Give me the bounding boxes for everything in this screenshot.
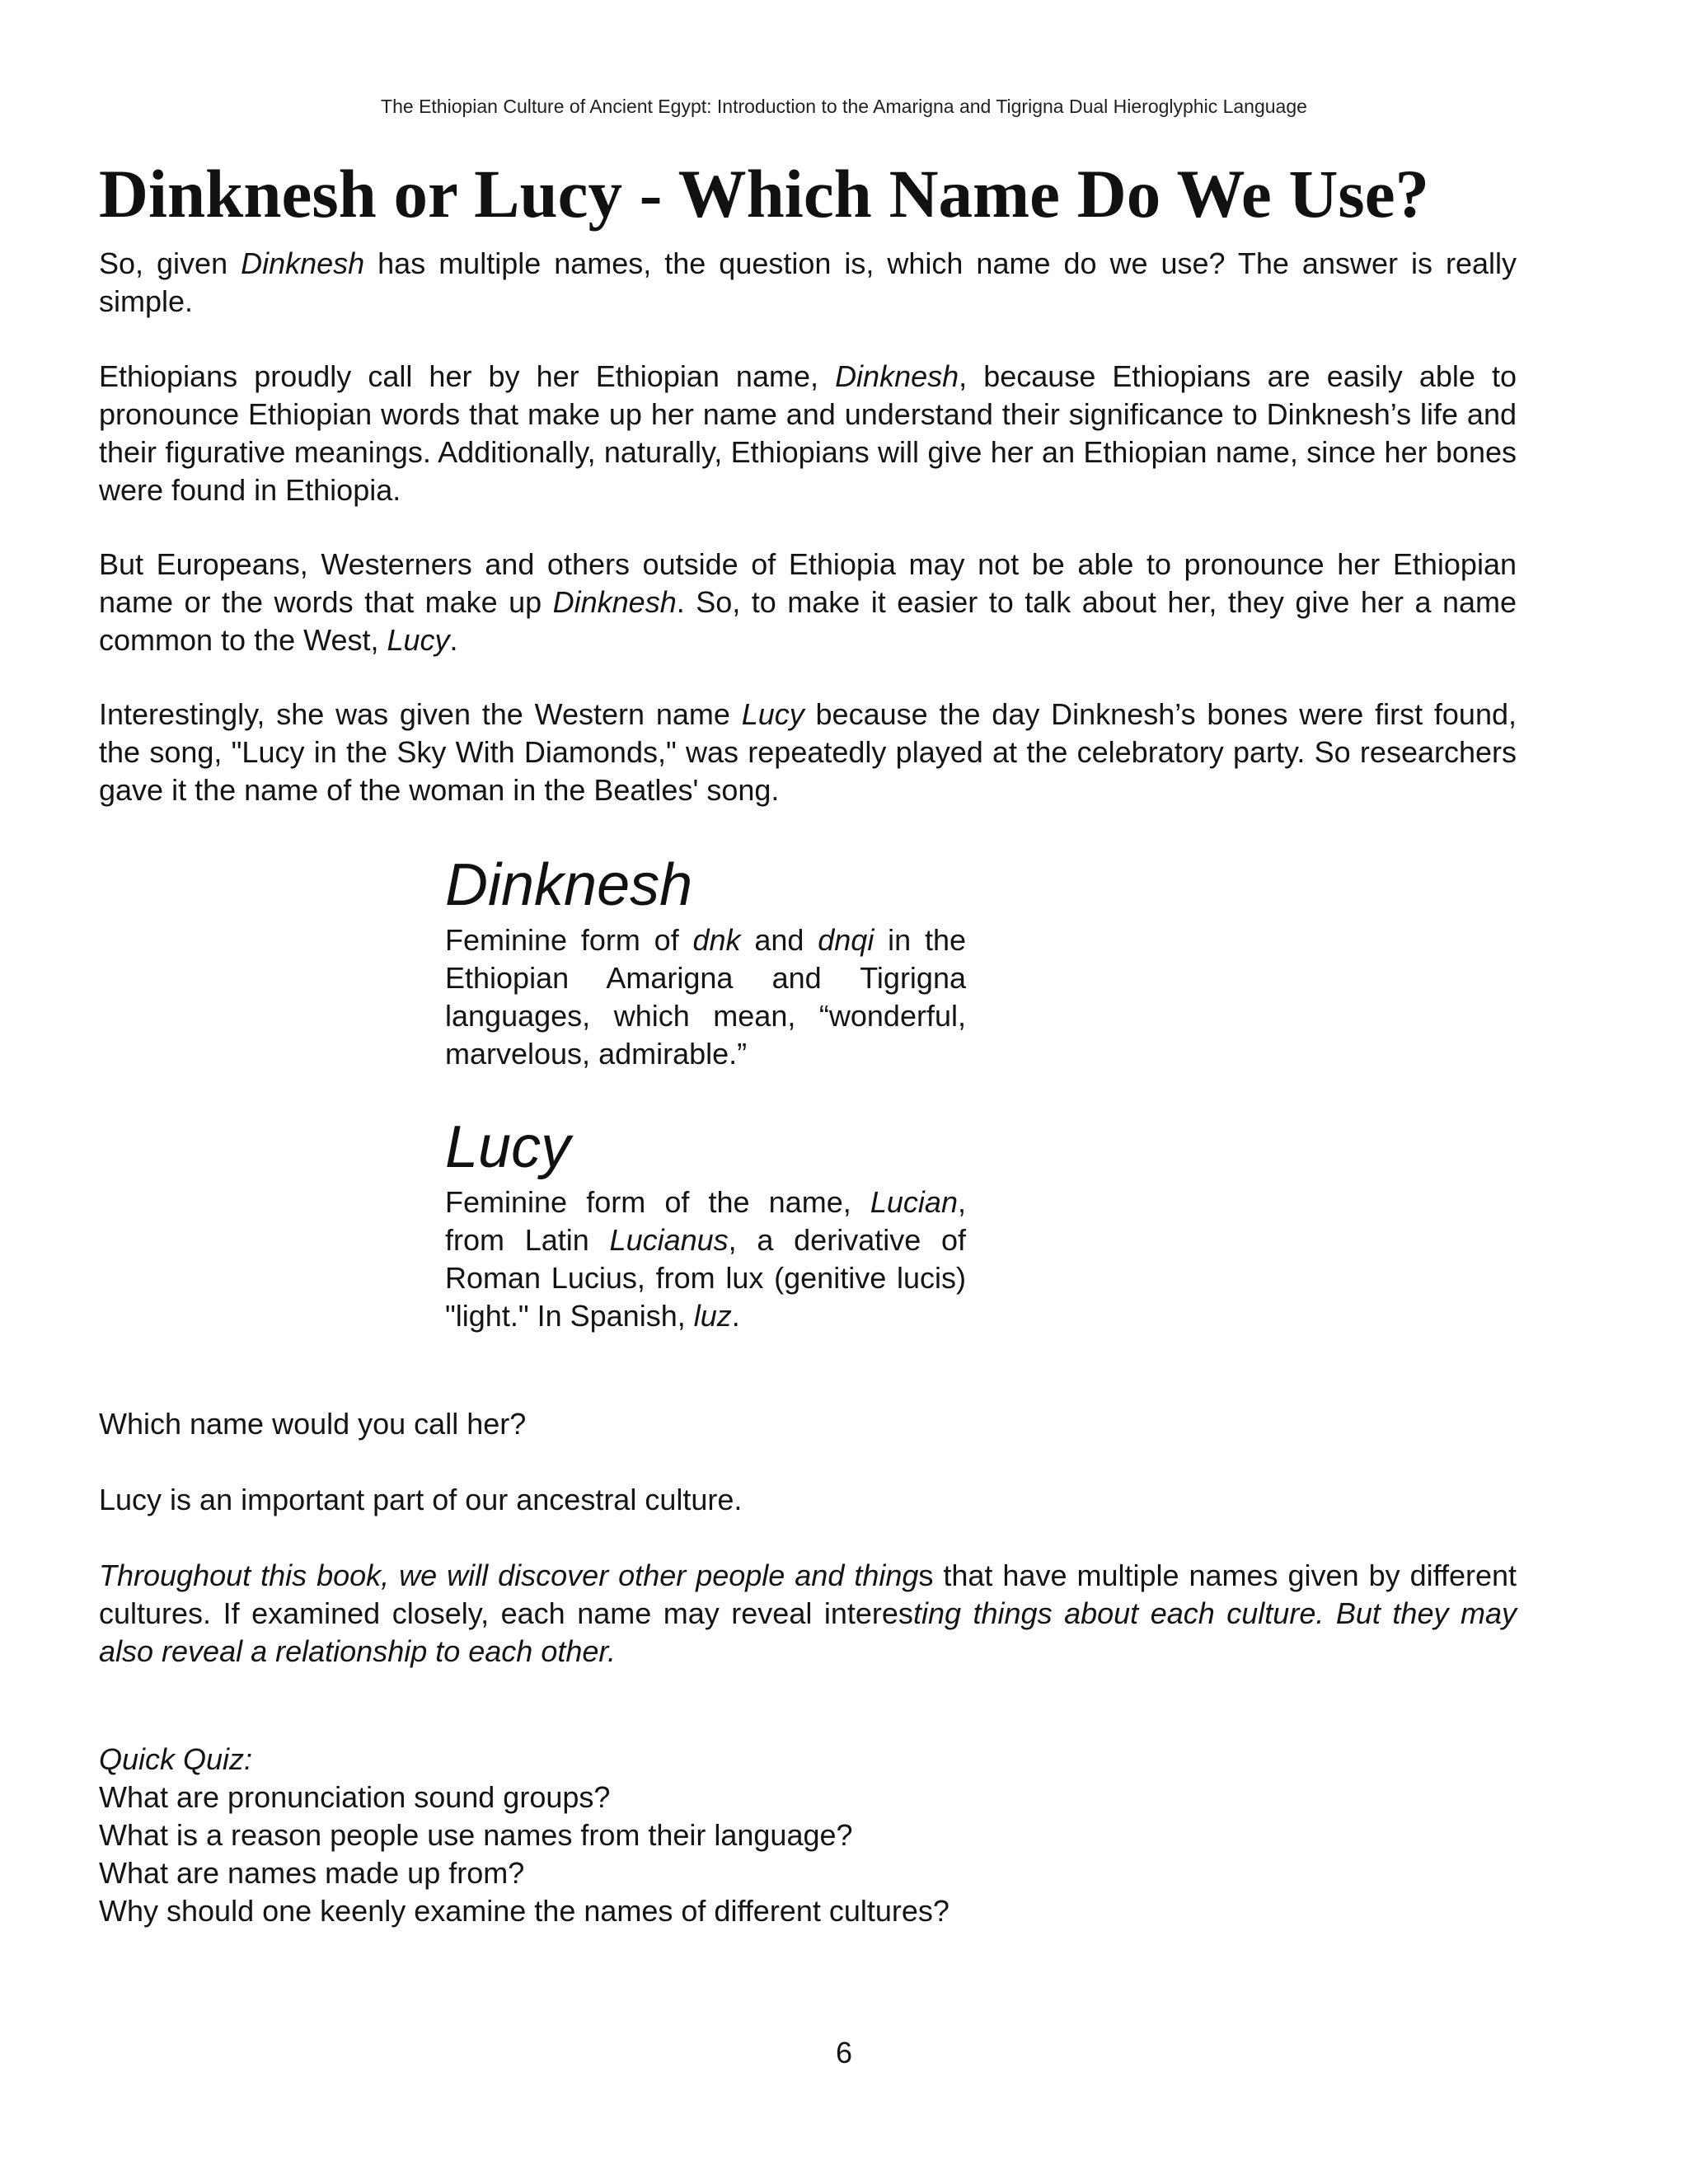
text-span: Feminine form of the name, xyxy=(445,1185,870,1219)
text-span: , from Latin xyxy=(445,1185,966,1257)
running-header: The Ethiopian Culture of Ancient Egypt: Introduction to the Amarigna and Tigrigna Dual Hieroglyphic Language xyxy=(381,96,1307,117)
italic-term: Dinknesh xyxy=(552,585,677,619)
italic-term: Lucy xyxy=(741,697,804,731)
definition-text xyxy=(445,921,966,1073)
italic-term: Lucy xyxy=(387,623,450,657)
paragraph-ethiopians xyxy=(99,358,1517,509)
italic-term: dnk xyxy=(692,923,741,957)
italic-term: Lucianus xyxy=(609,1223,729,1257)
italic-term: Dinknesh xyxy=(241,246,365,280)
paragraph-intro xyxy=(99,245,1517,321)
italic-term: Dinknesh xyxy=(835,359,959,393)
statement-lucy-important: Lucy is an important part of our ancestral culture. xyxy=(99,1483,743,1516)
text-span: Ethiopians proudly call her by her Ethiopian name, xyxy=(99,359,836,393)
question-which-name: Which name would you call her? xyxy=(99,1407,527,1441)
text-span: . So, to make it easier to talk about her, they give her a name common to the West, xyxy=(99,585,1517,657)
paragraph-europeans xyxy=(99,546,1517,659)
quiz-question: What are pronunciation sound groups? xyxy=(99,1780,611,1814)
paragraph-closing xyxy=(99,1557,1517,1671)
text-span: s that have multiple names given by different cultures. If examined closely, each name may reveal interes xyxy=(99,1558,1517,1630)
text-span: Feminine form of xyxy=(445,923,693,957)
definition-lucy xyxy=(445,1111,966,1335)
text-span: But Europeans, Westerners and others outside of Ethiopia may not be able to pronounce her Ethiopian name or the words that make up xyxy=(99,547,1517,619)
text-span: in the Ethiopian Amarigna and Tigrigna languages, which mean, “wonderful, marvelous, admirable.” xyxy=(445,923,966,1071)
page-number: 6 xyxy=(835,2036,853,2069)
text-span: has multiple names, the question is, which name do we use? The answer is really simple. xyxy=(99,246,1517,318)
text-span: , a derivative of Roman Lucius, from lux (genitive lucis) "light." In Spanish, xyxy=(445,1223,966,1333)
italic-span: ting things about each culture. But they may also reveal a relationship to each other. xyxy=(99,1596,1517,1668)
text-span: and xyxy=(740,923,818,957)
definition-term: Lucy xyxy=(445,1114,571,1180)
page-title: Dinknesh or Lucy - Which Name Do We Use? xyxy=(99,156,1430,232)
quiz-question: What are names made up from? xyxy=(99,1856,525,1890)
paragraph-beatles xyxy=(99,696,1517,809)
italic-term: dnqi xyxy=(818,923,874,957)
text-span: . xyxy=(449,623,458,657)
text-span: So, given xyxy=(99,246,241,280)
text-span: , because Ethiopians are easily able to pronounce Ethiopian words that make up her name and understand their significance to Dinknesh’s life and their figurative meanings. Additionally, naturally, Ethiopians will give her an Ethiopian name, since her bones were found in Ethiopia. xyxy=(99,359,1517,507)
definition-text xyxy=(445,1183,966,1335)
definition-dinknesh xyxy=(445,849,966,1073)
italic-term: luz xyxy=(693,1299,732,1333)
text-span: because the day Dinknesh’s bones were first found, the song, "Lucy in the Sky With Diamonds," was repeatedly played at the celebratory party. So researchers gave it the name of the woman in the Beatles' song. xyxy=(99,697,1517,807)
quiz-question: What is a reason people use names from their language? xyxy=(99,1818,853,1852)
quick-quiz xyxy=(99,1741,1517,1930)
text-span: Interestingly, she was given the Western name xyxy=(99,697,742,731)
quiz-heading: Quick Quiz: xyxy=(99,1742,253,1776)
definition-term: Dinknesh xyxy=(445,852,693,918)
italic-term: Lucian xyxy=(870,1185,958,1219)
text-span: . xyxy=(731,1299,740,1333)
italic-span: Throughout this book, we will discover other people and thing xyxy=(99,1558,919,1592)
quiz-question: Why should one keenly examine the names of different cultures? xyxy=(99,1894,950,1928)
